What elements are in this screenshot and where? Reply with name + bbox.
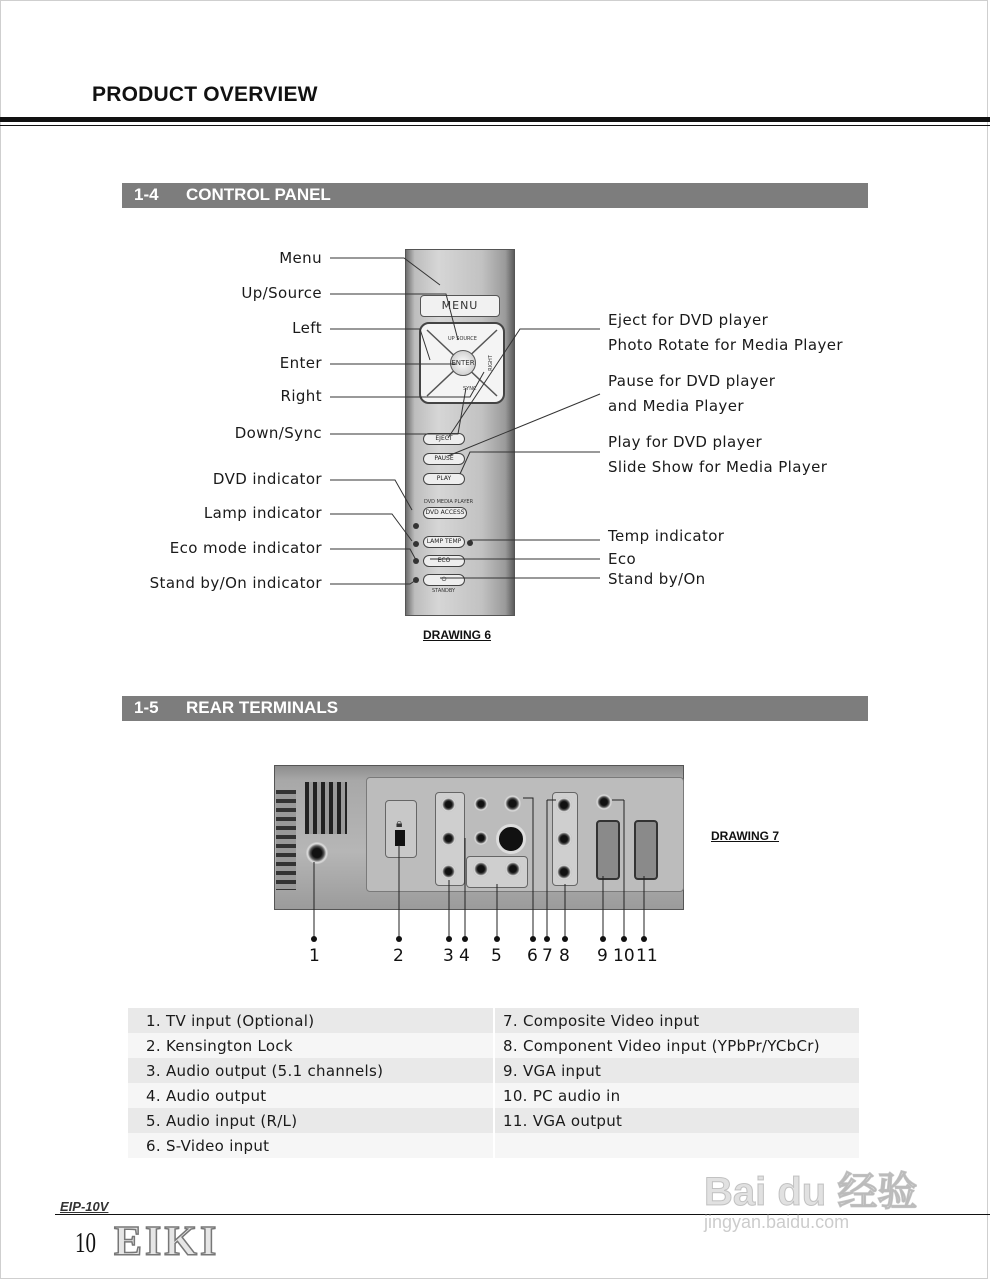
lamp-text: LAMP xyxy=(426,538,444,545)
table-row xyxy=(128,1008,860,1033)
drawing-6-caption: DRAWING 6 xyxy=(423,628,492,642)
sync-text: SYNC xyxy=(463,386,477,392)
label-standby-indicator: Stand by/On indicator xyxy=(149,574,322,592)
number-1: 1 xyxy=(309,946,320,966)
marker-1 xyxy=(311,936,317,942)
number-3: 3 xyxy=(443,946,454,966)
label-pause-2: and Media Player xyxy=(608,397,744,415)
page-number: 10 xyxy=(75,1228,96,1259)
marker-3 xyxy=(446,936,452,942)
label-left: Left xyxy=(292,319,322,337)
terminals-table xyxy=(128,1008,861,1158)
table-cell: 7. Composite Video input xyxy=(494,1008,860,1033)
label-menu: Menu xyxy=(279,249,322,267)
standby-button-graphic: ⏻ xyxy=(423,574,465,586)
label-eco-mode-indicator: Eco mode indicator xyxy=(169,539,322,557)
table-cell: 11. VGA output xyxy=(494,1108,860,1133)
temp-text: TEMP xyxy=(445,538,462,545)
marker-7 xyxy=(544,936,550,942)
standby-text: STANDBY xyxy=(432,588,456,594)
up-source-text: UP SOURCE xyxy=(448,336,477,342)
table-cell: 6. S-Video input xyxy=(128,1133,494,1158)
number-11: 11 xyxy=(636,946,658,966)
table-cell: 10. PC audio in xyxy=(494,1083,860,1108)
number-4: 4 xyxy=(459,946,470,966)
table-cell: 1. TV input (Optional) xyxy=(128,1008,494,1033)
right-text: RIGHT xyxy=(487,355,494,371)
label-pause-1: Pause for DVD player xyxy=(608,372,776,390)
label-temp-indicator: Temp indicator xyxy=(608,527,725,545)
table-cell: 9. VGA input xyxy=(494,1058,860,1083)
label-dvd-indicator: DVD indicator xyxy=(212,470,322,488)
menu-button-graphic: MENU xyxy=(420,295,500,317)
number-8: 8 xyxy=(559,946,570,966)
lock-icon: 🔒︎ xyxy=(396,816,403,830)
marker-4 xyxy=(462,936,468,942)
label-enter: Enter xyxy=(279,354,322,372)
brand-logo: EIKI xyxy=(114,1219,220,1265)
label-eject-2: Photo Rotate for Media Player xyxy=(608,336,843,354)
section-title: REAR TERMINALS xyxy=(186,698,339,717)
label-down-sync: Down/Sync xyxy=(234,424,322,442)
table-row xyxy=(128,1108,860,1133)
label-right: Right xyxy=(280,387,322,405)
table-row xyxy=(128,1033,860,1058)
section-title: CONTROL PANEL xyxy=(186,185,331,204)
table-cell: 8. Component Video input (YPbPr/YCbCr) xyxy=(494,1033,860,1058)
number-2: 2 xyxy=(393,946,404,966)
label-up-source: Up/Source xyxy=(241,284,322,302)
marker-6 xyxy=(530,936,536,942)
drawing-7-caption: DRAWING 7 xyxy=(711,829,780,843)
label-play-2: Slide Show for Media Player xyxy=(608,458,828,476)
dvd-media-text: DVD MEDIA PLAYER xyxy=(424,499,474,505)
table-row xyxy=(128,1083,860,1108)
label-standby-on: Stand by/On xyxy=(608,570,706,588)
eject-button-graphic: EJECT xyxy=(423,433,465,445)
number-10: 10 xyxy=(613,946,635,966)
watermark-logo: Bai du 经验 xyxy=(704,1170,918,1214)
label-play-1: Play for DVD player xyxy=(608,433,763,451)
table-cell-empty xyxy=(494,1133,860,1158)
marker-11 xyxy=(641,936,647,942)
marker-10 xyxy=(621,936,627,942)
table-cell: 2. Kensington Lock xyxy=(128,1033,494,1058)
section-number: 1-5 xyxy=(134,698,159,717)
enter-button-graphic: ENTER xyxy=(450,350,476,376)
pause-button-graphic: PAUSE xyxy=(423,453,465,465)
number-5: 5 xyxy=(491,946,502,966)
play-button-graphic: PLAY xyxy=(423,473,465,485)
number-7: 7 xyxy=(542,946,553,966)
marker-8 xyxy=(562,936,568,942)
marker-5 xyxy=(494,936,500,942)
model-number: EIP-10V xyxy=(60,1199,109,1214)
label-eco: Eco xyxy=(608,550,637,568)
number-6: 6 xyxy=(527,946,538,966)
table-cell: 5. Audio input (R/L) xyxy=(128,1108,494,1133)
table-row xyxy=(128,1058,860,1083)
table-cell: 3. Audio output (5.1 channels) xyxy=(128,1058,494,1083)
watermark-url: jingyan.baidu.com xyxy=(704,1212,850,1232)
eco-button-graphic: ECO xyxy=(423,555,465,567)
section-number: 1-4 xyxy=(134,185,159,204)
label-lamp-indicator: Lamp indicator xyxy=(203,504,322,522)
label-eject-1: Eject for DVD player xyxy=(608,311,769,329)
marker-9 xyxy=(600,936,606,942)
dvd-access-graphic: DVD ACCESS xyxy=(423,507,467,519)
table-cell: 4. Audio output xyxy=(128,1083,494,1108)
number-9: 9 xyxy=(597,946,608,966)
table-row xyxy=(128,1133,860,1158)
marker-2 xyxy=(396,936,402,942)
page-title: PRODUCT OVERVIEW xyxy=(92,83,318,106)
